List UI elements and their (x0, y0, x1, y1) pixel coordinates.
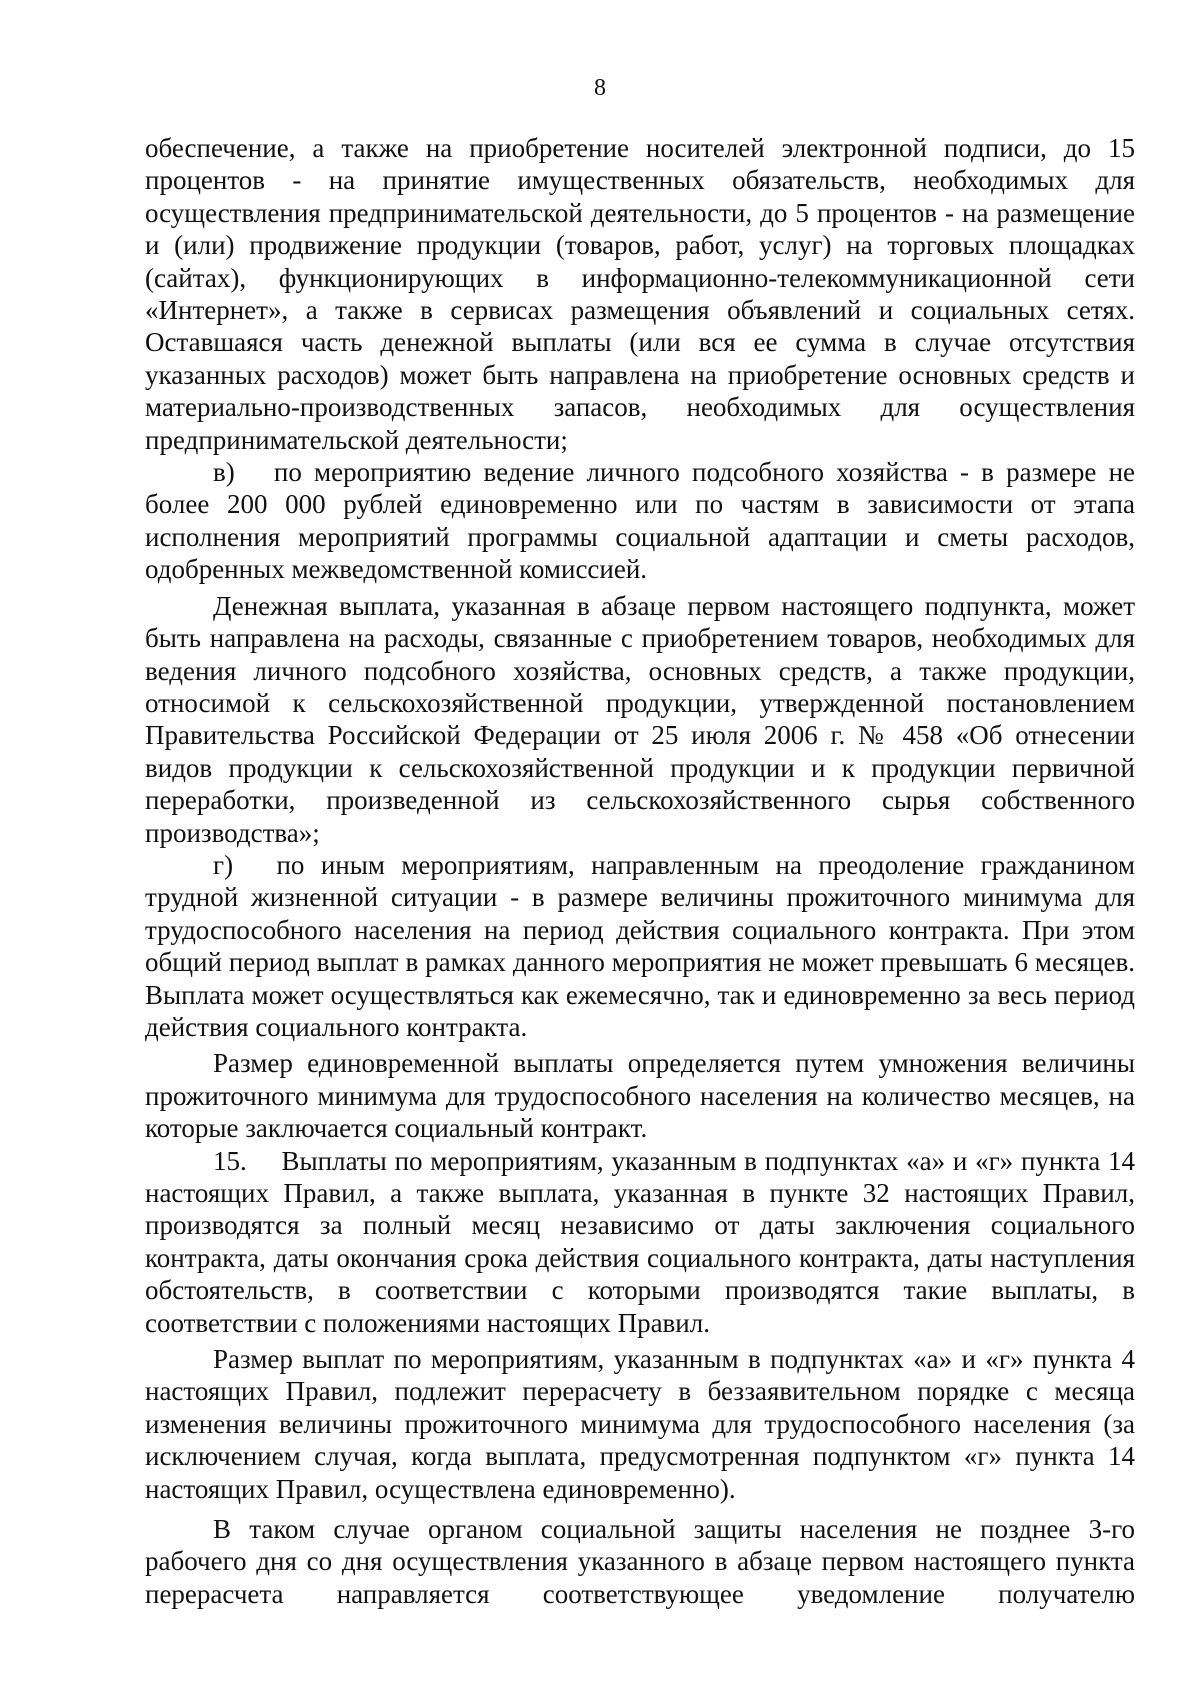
paragraph-recalculation: Размер выплат по мероприятиям, указанным в подпунктах «а» и «г» пункта 4 настоящих Правил, подлежит перерасчету в беззаявительном порядке с месяца изменения величины прожиточного минимума для трудоспособного населения (за исключением случая, когда выплата, предусмотренная подпунктом «г» пункта 14 настоящих Правил, осуществлена единовременно). (145, 1344, 1135, 1504)
paragraph-continuation: обеспечение, а также на приобретение носителей электронной подписи, до 15 процентов - на принятие имущественных обязательств, необходимых для осуществления предпринимательской деятельности, до 5 процентов - на размещение и (или) продвижение продукции (товаров, работ, услуг) на торговых площадках (сайтах), функционирующих в информационно-телекоммуникационной сети «Интернет», а также в сервисах размещения объявлений и социальных сетях. Оставшаяся часть денежной выплаты (или вся ее сумма в случае отсутствия указанных расходов) может быть направлена на приобретение основных средств и материально-производственных запасов, необходимых для осуществления предпринимательской деятельности; (145, 133, 1135, 455)
paragraph-item-v: в) по мероприятию ведение личного подсобного хозяйства - в размере не более 200 000 рублей единовременно или по частям в зависимости от этапа исполнения мероприятий программы социальной адаптации и сметы расходов, одобренных межведомственной комиссией. (145, 457, 1135, 585)
paragraph-clause-15: 15. Выплаты по мероприятиям, указанным в подпунктах «а» и «г» пункта 14 настоящих Правил, а также выплата, указанная в пункте 32 настоящих Правил, производятся за полный месяц независимо от даты заключения социального контракта, даты окончания срока действия социального контракта, даты наступления обстоятельств, в соответствии с которыми производятся такие выплаты, в соответствии с положениями настоящих Правил. (145, 1145, 1135, 1338)
paragraph-notification: В таком случае органом социальной защиты населения не позднее 3-го рабочего дня со дня осуществления указанного в абзаце первом настоящего пункта перерасчета направляется соответствующее уведомление получателю (145, 1514, 1135, 1609)
document-body (145, 132, 1135, 1610)
page-number: 8 (594, 75, 606, 101)
paragraph-cash-payment: Денежная выплата, указанная в абзаце первом настоящего подпункта, может быть направлена на расходы, связанные с приобретением товаров, необходимых для ведения личного подсобного хозяйства, основных средств, а также продукции, относимой к сельскохозяйственной продукции, утвержденной постановлением Правительства Российской Федерации от 25 июля 2006 г. № 458 «Об отнесении видов продукции к сельскохозяйственной продукции и к продукции первичной переработки, произведенной из сельскохозяйственного сырья собственного производства»; (145, 590, 1135, 848)
paragraph-lump-sum: Размер единовременной выплаты определяется путем умножения величины прожиточного минимума для трудоспособного населения на количество месяцев, на которые заключается социальный контракт. (145, 1048, 1135, 1144)
paragraph-item-g: г) по иным мероприятиям, направленным на преодоление гражданином трудной жизненной ситуации - в размере величины прожиточного минимума для трудоспособного населения на период действия социального контракта. При этом общий период выплат в рамках данного мероприятия не может превышать 6 месяцев. Выплата может осуществляться как ежемесячно, так и единовременно за весь период действия социального контракта. (145, 849, 1135, 1042)
